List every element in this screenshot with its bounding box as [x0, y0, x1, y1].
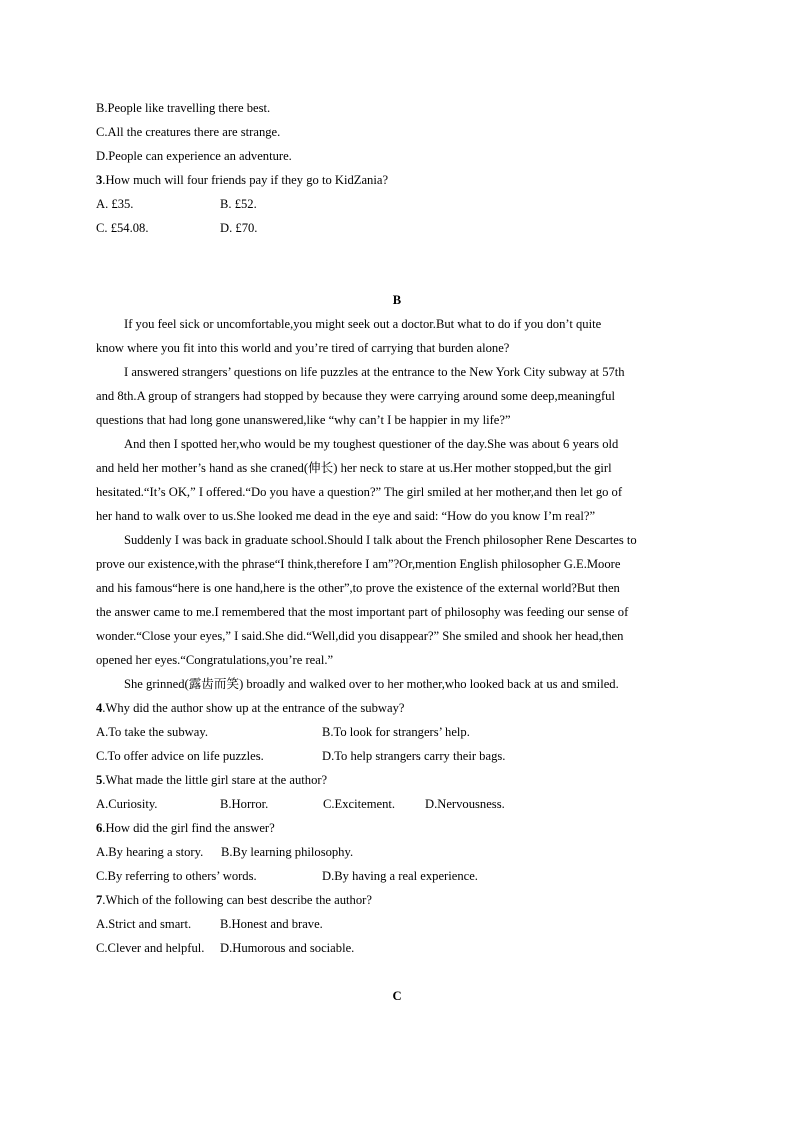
passage-line: If you feel sick or uncomfortable,you might seek out a doctor.But what to do if you don’t quite [124, 317, 602, 331]
q4-stem [96, 700, 404, 716]
passage-line: opened her eyes.“Congratulations,you’re real.” [96, 653, 334, 667]
passage-line: her hand to walk over to us.She looked me dead in the eye and said: “How do you know I’m real?” [96, 509, 596, 523]
q4-option-d: D.To help strangers carry their bags. [322, 749, 506, 763]
q3-number: 3 [96, 173, 103, 187]
q4-option-b: B.To look for strangers’ help. [322, 725, 470, 739]
q2-option-c: C.All the creatures there are strange. [96, 125, 281, 139]
section-heading-b: B [392, 293, 402, 307]
section-heading-c: C [392, 989, 402, 1003]
passage-line: I answered strangers’ questions on life puzzles at the entrance to the New York City subway at 57th [124, 365, 625, 379]
q4-option-c: C.To offer advice on life puzzles. [96, 749, 264, 763]
passage-line: know where you fit into this world and you’re tired of carrying that burden alone? [96, 341, 510, 355]
q7-option-b: B.Honest and brave. [220, 917, 323, 931]
q7-option-c: C.Clever and helpful. [96, 941, 205, 955]
q6-option-c: C.By referring to others’ words. [96, 869, 257, 883]
q3-stem [96, 172, 388, 188]
q2-option-d: D.People can experience an adventure. [96, 149, 292, 163]
passage-line: and held her mother’s hand as she craned(伸长) her neck to stare at us.Her mother stopped,but the girl [96, 461, 612, 475]
q5-option-c: C.Excitement. [323, 797, 396, 811]
q5-text: .What made the little girl stare at the author? [102, 773, 328, 787]
q6-option-b: B.By learning philosophy. [221, 845, 354, 859]
q3-option-c: C. £54.08. [96, 221, 149, 235]
q3-option-b: B. £52. [220, 197, 257, 211]
passage-line: Suddenly I was back in graduate school.Should I talk about the French philosopher Rene Descartes to [124, 533, 637, 547]
q7-option-a: A.Strict and smart. [96, 917, 192, 931]
q7-number: 7 [96, 893, 103, 907]
q3-text: .How much will four friends pay if they go to KidZania? [102, 173, 389, 187]
passage-line: And then I spotted her,who would be my toughest questioner of the day.She was about 6 years old [124, 437, 619, 451]
q4-option-a: A.To take the subway. [96, 725, 208, 739]
passage-line: and his famous“here is one hand,here is the other”,to prove the existence of the external world?But then [96, 581, 620, 595]
q4-text: .Why did the author show up at the entrance of the subway? [102, 701, 405, 715]
q4-number: 4 [96, 701, 103, 715]
q5-option-a: A.Curiosity. [96, 797, 158, 811]
q5-option-b: B.Horror. [220, 797, 269, 811]
passage-line: the answer came to me.I remembered that the most important part of philosophy was feeding our sense of [96, 605, 629, 619]
q2-option-b: B.People like travelling there best. [96, 101, 271, 115]
passage-line: wonder.“Close your eyes,” I said.She did.“Well,did you disappear?” She smiled and shook her head,then [96, 629, 624, 643]
q5-stem [96, 772, 327, 788]
passage-line: prove our existence,with the phrase“I think,therefore I am”?Or,mention English philosopher G.E.Moore [96, 557, 621, 571]
q5-option-d: D.Nervousness. [425, 797, 505, 811]
passage-line: and 8th.A group of strangers had stopped by because they were carrying around some deep,meaningful [96, 389, 615, 403]
q5-number: 5 [96, 773, 103, 787]
q6-number: 6 [96, 821, 103, 835]
q7-stem [96, 892, 372, 908]
q7-option-d: D.Humorous and sociable. [220, 941, 355, 955]
passage-line: questions that had long gone unanswered,like “why can’t I be happier in my life?” [96, 413, 511, 427]
q6-text: .How did the girl find the answer? [102, 821, 275, 835]
q6-stem [96, 820, 275, 836]
q6-option-d: D.By having a real experience. [322, 869, 478, 883]
passage-line: hesitated.“It’s OK,” I offered.“Do you have a question?” The girl smiled at her mother,and then let go of [96, 485, 623, 499]
q7-text: .Which of the following can best describe the author? [102, 893, 372, 907]
q6-option-a: A.By hearing a story. [96, 845, 204, 859]
q3-option-a: A. £35. [96, 197, 134, 211]
q3-option-d: D. £70. [220, 221, 258, 235]
passage-line: She grinned(露齿而笑) broadly and walked over to her mother,who looked back at us and smiled. [124, 677, 619, 691]
